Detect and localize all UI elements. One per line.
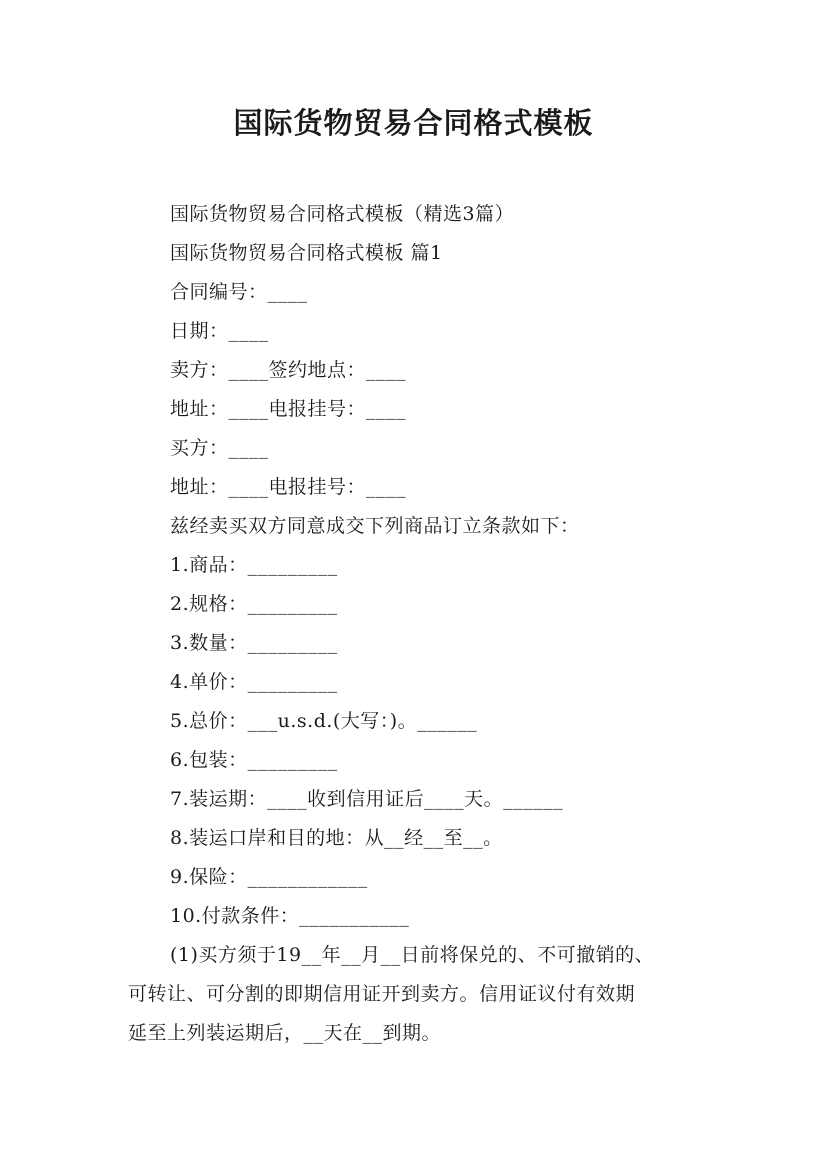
payment-paragraph-line: 可转让、可分割的即期信用证开到卖方。信用证议付有效期 (128, 983, 636, 1005)
subtitle-line: 国际货物贸易合同格式模板（精选3篇） (170, 203, 515, 225)
seller-address-line: 地址：____电报挂号：____ (170, 398, 407, 420)
document-body (0, 195, 827, 1053)
date-line: 日期：____ (170, 320, 269, 342)
clause-unit-price: 4.单价：_________ (170, 671, 338, 693)
payment-paragraph-line: (1)买方须于19__年__月__日前将保兑的、不可撤销的、 (170, 944, 655, 966)
clause-packing: 6.包装：_________ (170, 749, 338, 771)
contract-number-line: 合同编号：____ (170, 281, 308, 303)
clause-specification: 2.规格：_________ (170, 593, 338, 615)
clause-payment: 10.付款条件：___________ (170, 905, 410, 927)
clause-commodity: 1.商品：_________ (170, 554, 338, 576)
document-title: 国际货物贸易合同格式模板 (233, 106, 594, 140)
clause-total-price: 5.总价：___u.s.d.(大写：)。______ (170, 710, 478, 732)
clause-insurance: 9.保险：____________ (170, 866, 368, 888)
buyer-address-line: 地址：____电报挂号：____ (170, 476, 407, 498)
payment-paragraph-line: 延至上列装运期后，__天在__到期。 (128, 1022, 442, 1044)
clause-port: 8.装运口岸和目的地：从__经__至__。 (170, 827, 503, 849)
clause-shipment-time: 7.装运期：____收到信用证后____天。______ (170, 788, 564, 810)
seller-line: 卖方：____签约地点：____ (170, 359, 407, 381)
agreement-intro-line: 兹经卖买双方同意成交下列商品订立条款如下： (170, 515, 580, 537)
section-heading: 国际货物贸易合同格式模板 篇1 (170, 242, 443, 264)
buyer-line: 买方：____ (170, 437, 269, 459)
clause-quantity: 3.数量：_________ (170, 632, 338, 654)
